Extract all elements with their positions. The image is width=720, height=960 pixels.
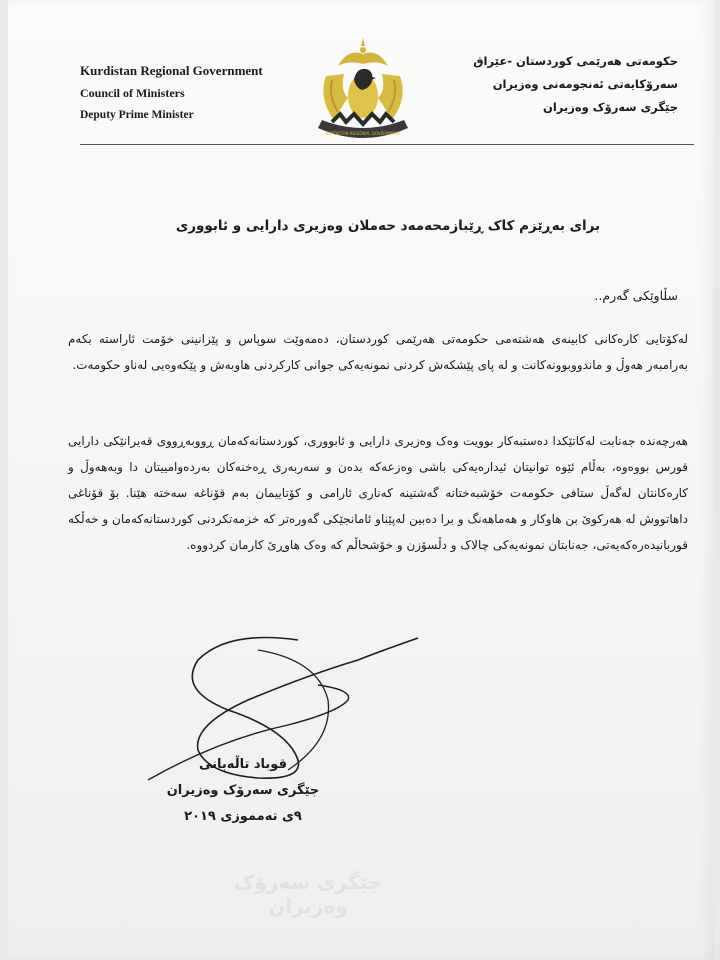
signatory-name: قوباد تاڵەبانی	[199, 757, 287, 772]
letter-date: ٩ی تەمموزی ٢٠١٩	[184, 809, 302, 824]
show-through-text: جێگری سەرۆک وەزیران	[233, 870, 383, 918]
paragraph-2: هەرچەندە جەنابت لەکاتێکدا دەستبەکار بوویت وەک وەزیری دارایی و ئابووری، کوردستانەکەمان ڕووبەڕووی قەیرانێکی دارایی قورس بووەوە، بەڵام ئێوە توانیتان ئیدارەیەکی باشی وەزعەکە بدەن و سەربەری ڕەخنەکان بەردەوامییتان دا وبەهەوڵ و کارەکانتان لەگەڵ ستافی حکومەت خۆشبەختانە گەشتینە کەناری ئارامی و کۆتاییمان بەم قۆناغە سەختە هێنا. بۆ قۆناغی داهاتووش لە هەرکوێ بن هاوکار و هەماهەنگ و برا دەبین لەپێناو ئامانجێکی گەورەتر کە خزمەتکردنی کوردستانەکەمان و خەڵکە قوربانیدەرەکەیەتی، جەنابتان نمونەیەکی چالاک و دڵسۆزن و خۆشحاڵم کە وەک هاوڕێ کارمان کردووە.	[68, 434, 688, 552]
letterhead-ku-council: سەرۆکایەتی ئەنجومەنی وەزیران	[492, 77, 678, 91]
kurdistan-eagle-emblem-icon	[304, 36, 422, 148]
greeting-line: سڵاوێکی گەرم..	[594, 288, 678, 303]
signature-block	[158, 752, 328, 830]
letterhead-en-government: Kurdistan Regional Government	[80, 63, 263, 78]
english-letterhead	[80, 60, 310, 126]
letterhead-en-council: Council of Ministers	[80, 86, 185, 100]
letterhead-ku-office: جێگری سەرۆک وەزیران	[543, 100, 678, 114]
addressee-line: برای بەڕێزم کاک ڕێبازمحەمەد حەملان وەزیری دارایی و ئابووری	[175, 218, 601, 234]
emblem-band-text: KURDISTAN REGIONAL GOVERNMENT	[325, 131, 401, 136]
letter-page	[8, 0, 714, 960]
paragraph-1: لەکۆتایی کارەکانی کابینەی هەشتەمی حکومەتی هەرێمی کوردستان، دەمەوێت سوپاس و پێزانینی خۆمت ئاراستە بکەم بەرامبەر هەوڵ و ماندووبوونەکانت و لە پای پێشکەش کردنی نمونەیەکی جوانی کارکردنی هاوبەش و پێکەوەیی لەناو حکومەت.	[68, 332, 688, 372]
header-divider	[80, 144, 694, 145]
letterhead-ku-government: حکومەتی هەرێمی کوردستان -عێراق	[473, 54, 678, 68]
letterhead-en-office: Deputy Prime Minister	[80, 109, 194, 121]
signatory-title: جێگری سەرۆک وەزیران	[166, 783, 320, 798]
kurdish-letterhead	[448, 50, 678, 119]
